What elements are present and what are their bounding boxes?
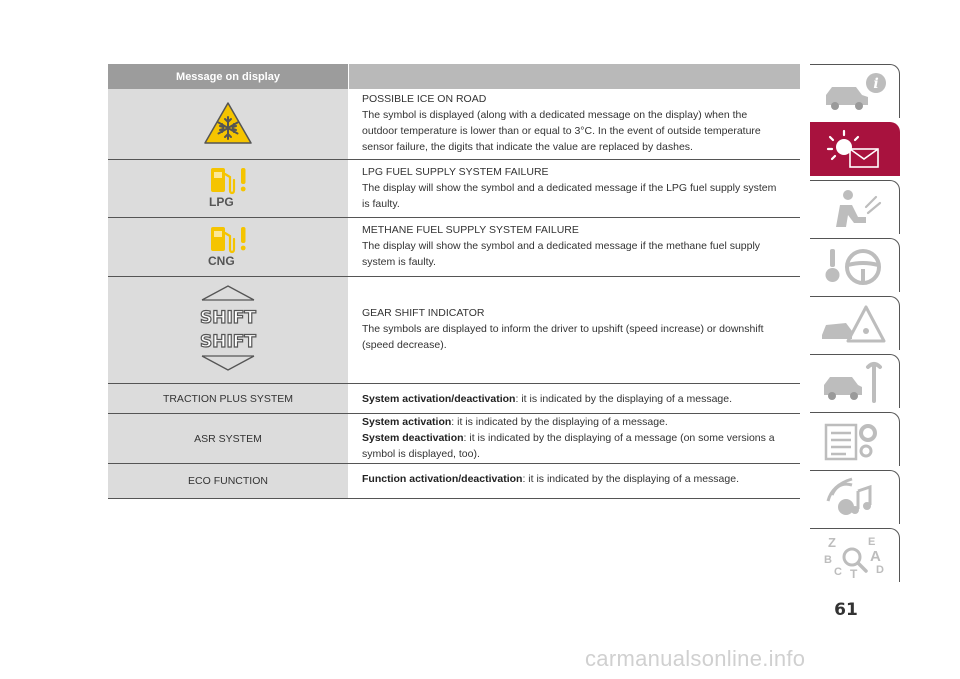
steering-wheel-key-icon [818,243,890,289]
tab-emergency[interactable] [810,296,900,350]
cng-title: METHANE FUEL SUPPLY SYSTEM FAILURE [362,224,579,236]
index-letter-c: C [834,566,842,578]
cng-text-1: The display will show the symbol and a dedicated message if the methane fuel supply [362,240,761,252]
car-info-icon [818,69,890,115]
gear-shift-indicator-icon [196,284,260,377]
asr-bold-2: System deactivation [362,431,464,444]
shift-down-label: SHIFT [199,331,257,352]
asr-text-2: : it is indicated by the displaying of a message (on some versions a [463,431,775,444]
chapter-tabs [810,64,900,586]
snowflake-warning-icon [202,99,254,150]
shift-title: GEAR SHIFT INDICATOR [362,307,485,319]
technical-data-icon [818,417,890,463]
index-letter-z: Z [828,535,836,550]
table-row [108,464,800,499]
table-row [108,277,800,384]
svg-text:i: i [873,76,879,92]
alphabetical-index-icon [818,533,890,579]
index-letter-e: E [868,536,876,548]
car-maintenance-icon [818,359,890,405]
cng-text-2: system is faulty. [362,256,436,268]
asr-text-1: : it is indicated by the displaying of a message. [451,415,668,428]
index-letter-d: D [876,564,884,576]
header-description [349,64,800,89]
index-letter-t: T [850,567,858,579]
lpg-label: LPG [209,195,234,209]
asr-bold-1: System activation [362,415,452,428]
eco-text: : it is indicated by the displaying of a message. [522,473,739,485]
warning-messages-table [108,64,800,499]
tab-technical-data[interactable] [810,412,900,466]
page-number: 61 [834,600,858,620]
tab-safety[interactable] [810,180,900,234]
table-row [108,414,800,464]
header-message-on-display: Message on display [108,64,348,89]
tab-starting-driving[interactable] [810,238,900,292]
lpg-title: LPG FUEL SUPPLY SYSTEM FAILURE [362,165,549,178]
ice-text-3: sensor failure, the digits that indicate the value are replaced by dashes. [362,141,693,153]
table-row [108,160,800,218]
ice-text-2: outdoor temperature is lower than or equal to 3°C. In the event of outside temperature [362,125,761,137]
asr-text-3: symbol is displayed, too). [362,447,480,460]
lpg-text-1: The display will show the symbol and a dedicated message if the LPG fuel supply system [362,181,777,194]
tps-text: : it is indicated by the displaying of a message. [515,393,733,405]
table-header [108,64,800,89]
shift-text-1: The symbols are displayed to inform the driver to upshift (speed increase) or downshift [362,323,764,335]
tab-maintenance[interactable] [810,354,900,408]
warning-light-message-icon [818,127,890,173]
table-row [108,89,800,160]
index-letter-b: B [824,554,832,566]
eco-bold: Function activation/deactivation [362,473,523,485]
watermark: carmanualsonline.info [585,646,806,671]
seat-airbag-icon [818,185,890,231]
ice-title: POSSIBLE ICE ON ROAD [362,93,487,105]
eco-label: ECO FUNCTION [108,464,348,498]
tab-car-info[interactable] [810,64,900,118]
cng-label: CNG [208,253,235,268]
index-letter-a: A [870,548,881,565]
car-crash-warning-icon [818,301,890,347]
shift-up-label: SHIFT [199,307,257,328]
tab-warning-lights[interactable] [810,122,900,176]
lpg-text-2: is faulty. [362,197,400,210]
shift-text-2: (speed decrease). [362,339,447,351]
tps-bold: System activation/deactivation [362,393,516,405]
tab-multimedia[interactable] [810,470,900,524]
asr-label: ASR SYSTEM [108,414,348,463]
ice-text-1: The symbol is displayed (along with a dedicated message on the display) when the [362,109,748,121]
multimedia-icon [818,475,890,521]
table-row [108,218,800,277]
cng-fuel-pump-icon [203,223,253,272]
traction-plus-label: TRACTION PLUS SYSTEM [108,384,348,413]
lpg-fuel-pump-icon [203,164,253,213]
table-row [108,384,800,414]
tab-index[interactable] [810,528,900,582]
